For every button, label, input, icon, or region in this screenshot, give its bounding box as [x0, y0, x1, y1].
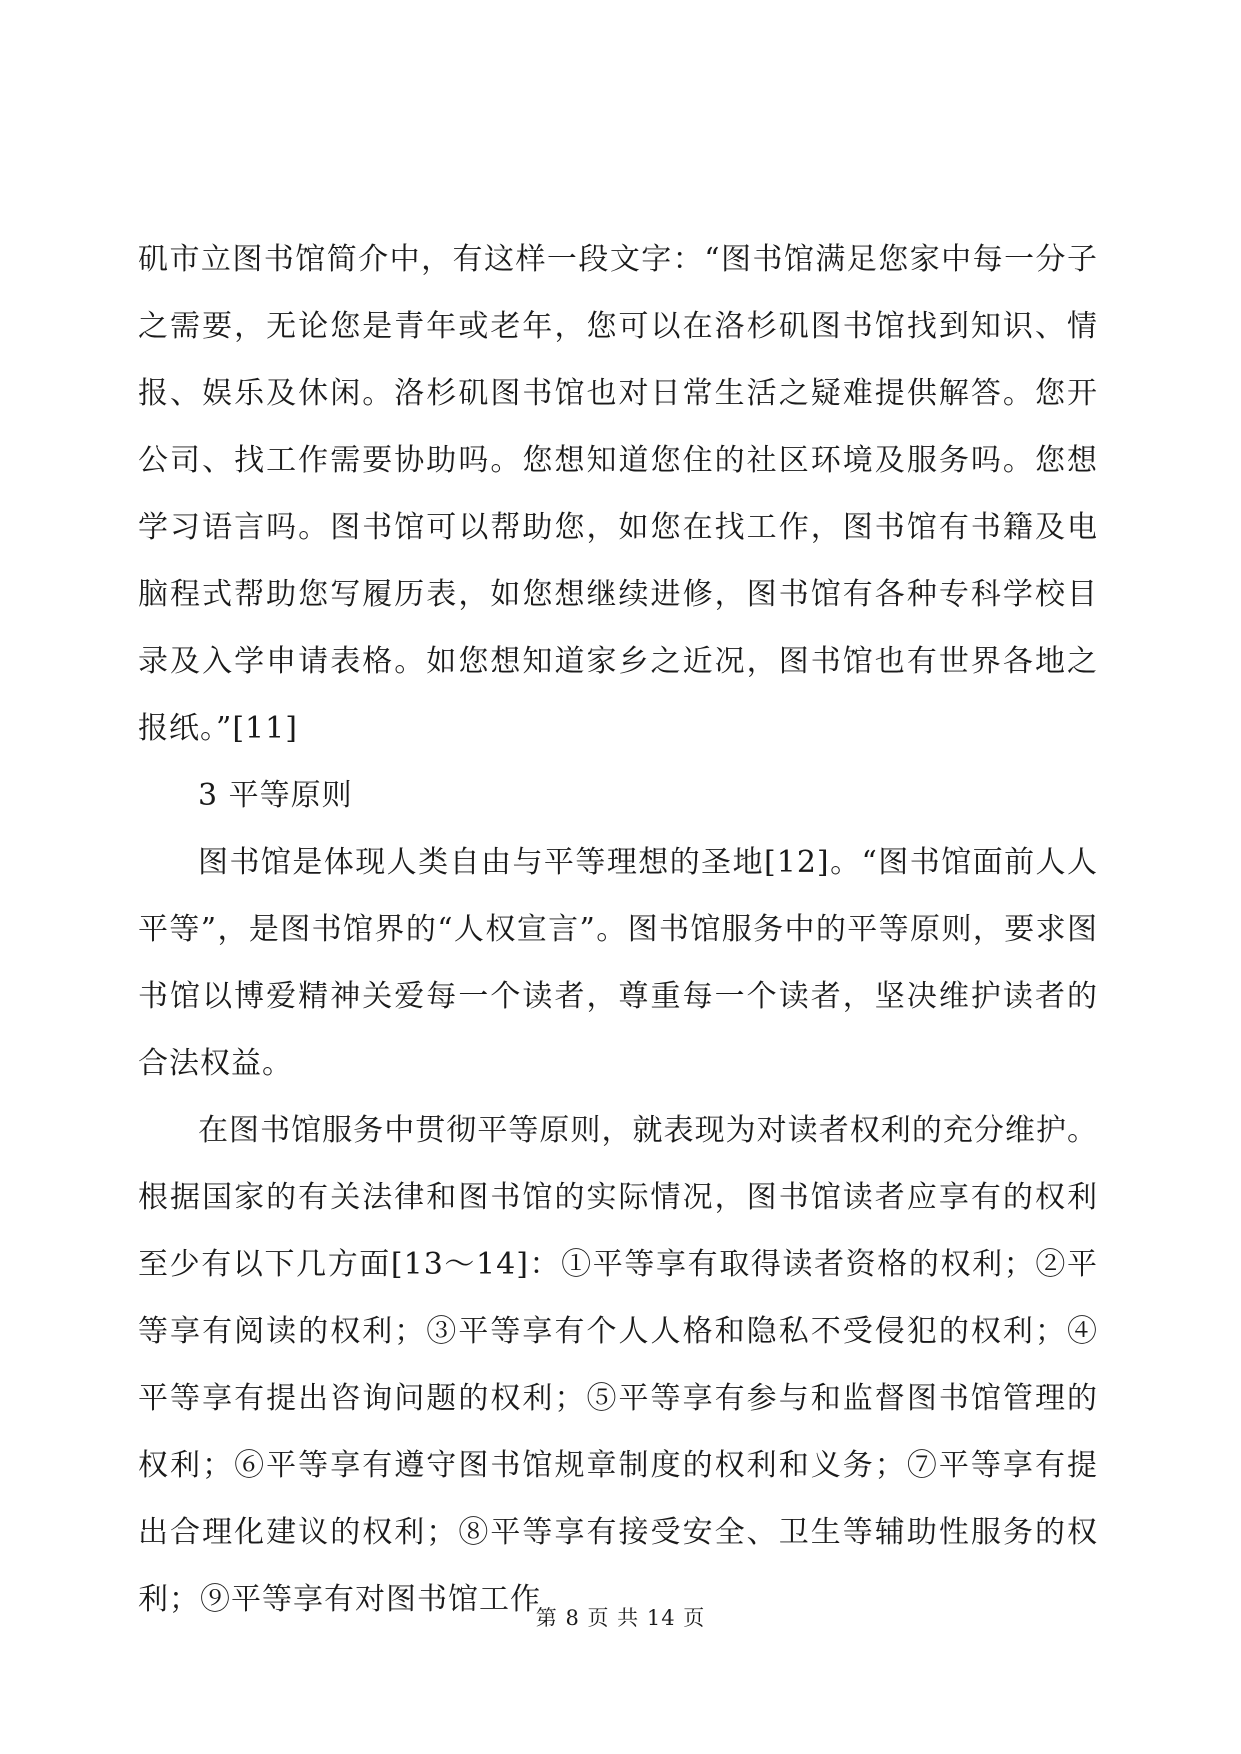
paragraph-continuation: 矶市立图书馆简介中，有这样一段文字：“图书馆满足您家中每一分子之需要，无论您是青年或老年，您可以在洛杉矶图书馆找到知识、情报、娱乐及休闲。洛杉矶图书馆也对日常生活之疑难提供解答。您开公司、找工作需要协助吗。您想知道您住的社区环境及服务吗。您想学习语言吗。图书馆可以帮助您，如您在找工作，图书馆有书籍及电脑程式帮助您写履历表，如您想继续进修，图书馆有各种专科学校目录及入学申请表格。如您想知道家乡之近况，图书馆也有世界各地之报纸。”[11] [138, 242, 1098, 746]
document-body [138, 226, 1098, 1633]
paragraph-equality-principle: 图书馆是体现人类自由与平等理想的圣地[12]。“图书馆面前人人平等”，是图书馆界的“人权宣言”。图书馆服务中的平等原则，要求图书馆以博爱精神关爱每一个读者，尊重每一个读者，坚决维护读者的合法权益。 [138, 845, 1098, 1081]
section-heading: 3 平等原则 [198, 778, 353, 813]
paragraph-reader-rights: 在图书馆服务中贯彻平等原则，就表现为对读者权利的充分维护。根据国家的有关法律和图书馆的实际情况，图书馆读者应享有的权利至少有以下几方面[13～14]：①平等享有取得读者资格的权利；②平等享有阅读的权利；③平等享有个人人格和隐私不受侵犯的权利；④平等享有提出咨询问题的权利；⑤平等享有参与和监督图书馆管理的权利；⑥平等享有遵守图书馆规章制度的权利和义务；⑦平等享有提出合理化建议的权利；⑧平等享有接受安全、卫生等辅助性服务的权利；⑨平等享有对图书馆工作 [138, 1113, 1098, 1617]
page-footer: 第 8 页 共 14 页 [535, 1606, 706, 1630]
